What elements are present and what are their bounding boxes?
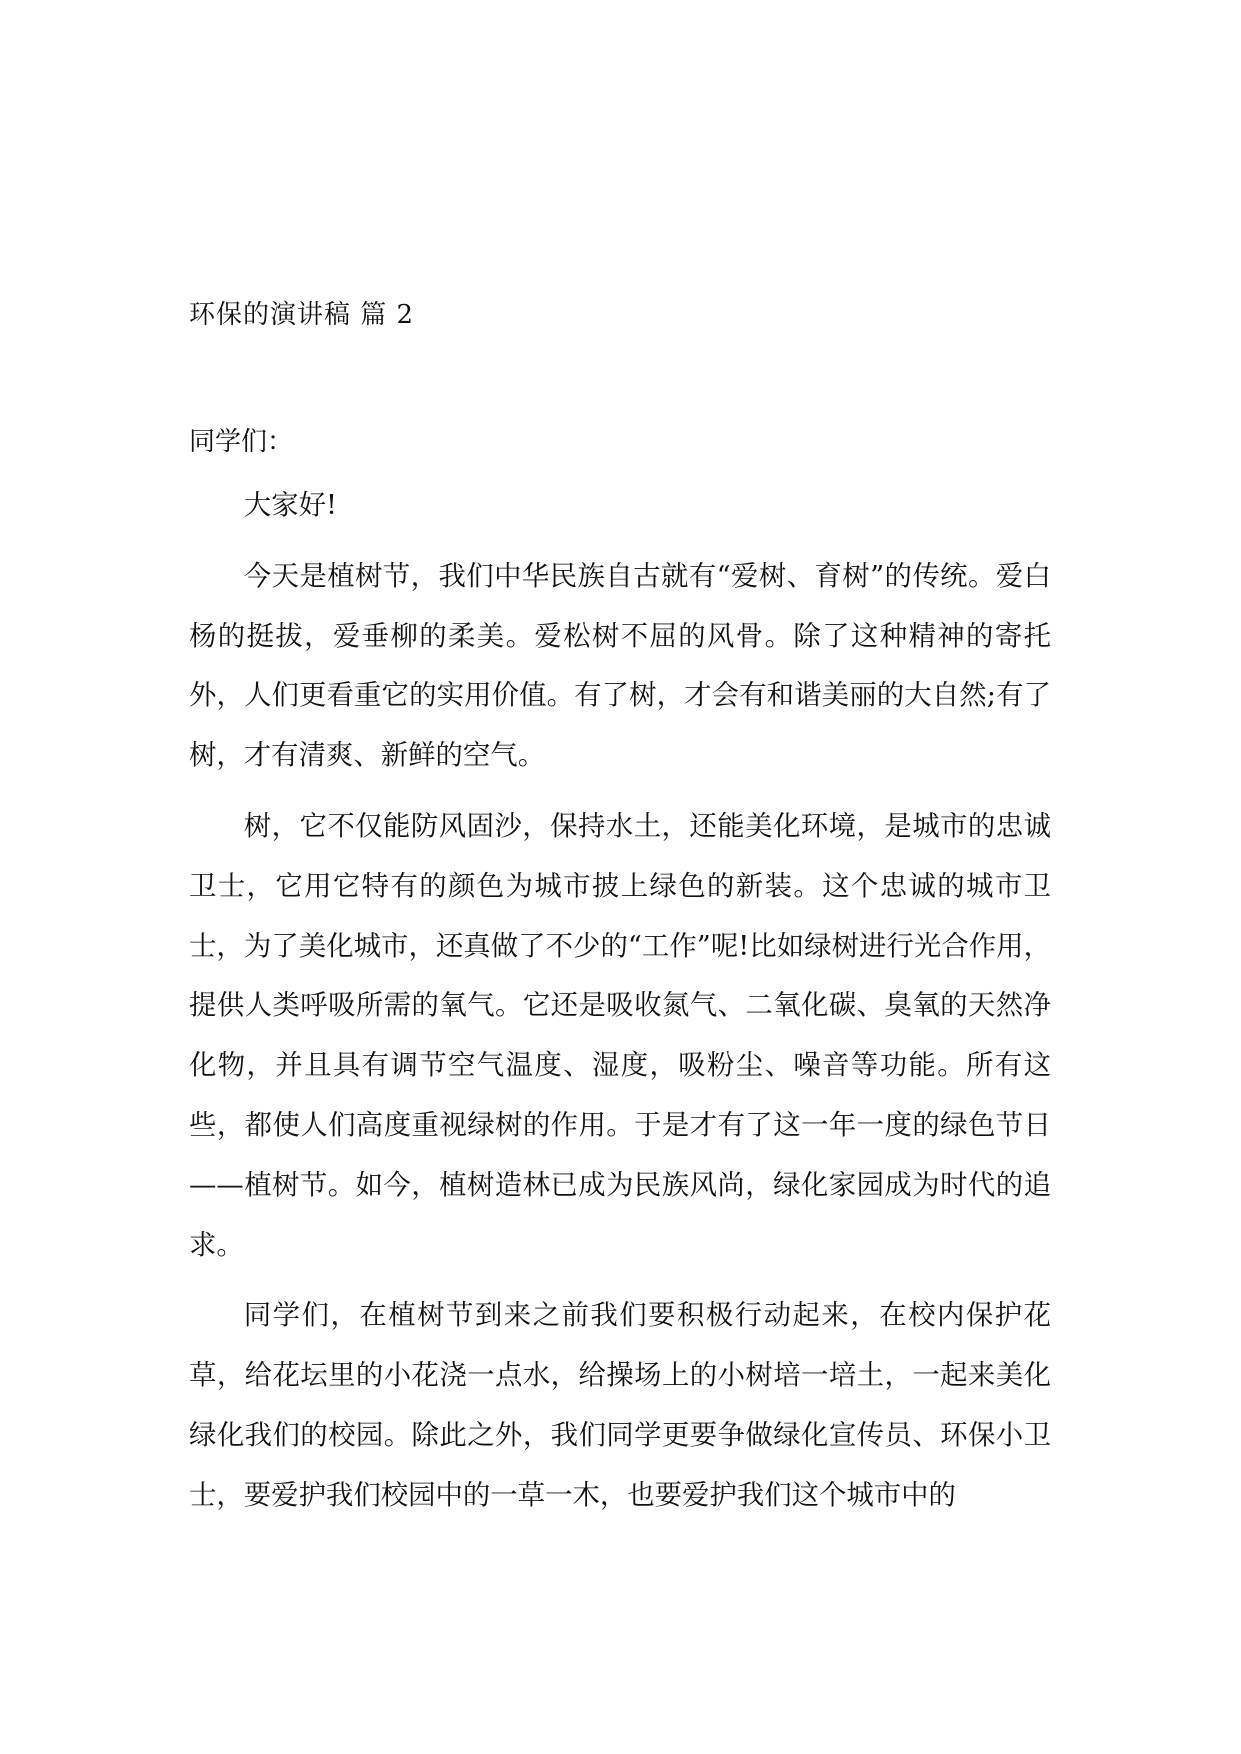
paragraph-tree-planting-day: 今天是植树节，我们中华民族自古就有“爱树、育树”的传统。爱白杨的挺拔，爱垂柳的柔美。爱松树不屈的风骨。除了这种精神的寄托外，人们更看重它的实用价值。有了树，才会有和谐美丽的大自然;有了树，才有清爽、新鲜的空气。 (189, 560, 1051, 772)
paragraph-tree-functions: 树，它不仅能防风固沙，保持水土，还能美化环境，是城市的忠诚卫士，它用它特有的颜色为城市披上绿色的新装。这个忠诚的城市卫士，为了美化城市，还真做了不少的“工作”呢!比如绿树进行光合作用，提供人类呼吸所需的氧气。它还是吸收氮气、二氧化碳、臭氧的天然净化物，并且具有调节空气温度、湿度，吸粉尘、噪音等功能。所有这些，都使人们高度重视绿树的作用。于是才有了这一年一度的绿色节日——植树节。如今，植树造林已成为民族风尚，绿化家园成为时代的追求。 (189, 810, 1051, 1261)
paragraph-greeting: 大家好! (243, 490, 337, 521)
salutation: 同学们： (189, 427, 294, 457)
paragraph-call-to-action: 同学们，在植树节到来之前我们要积极行动起来，在校内保护花草，给花坛里的小花浇一点水，给操场上的小树培一培土，一起来美化绿化我们的校园。除此之外，我们同学更要争做绿化宣传员、环保小卫士，要爱护我们校园中的一草一木，也要爱护我们这个城市中的 (189, 1300, 1051, 1511)
body-text (189, 476, 1051, 1537)
document-title: 环保的演讲稿 篇 2 (189, 300, 415, 330)
